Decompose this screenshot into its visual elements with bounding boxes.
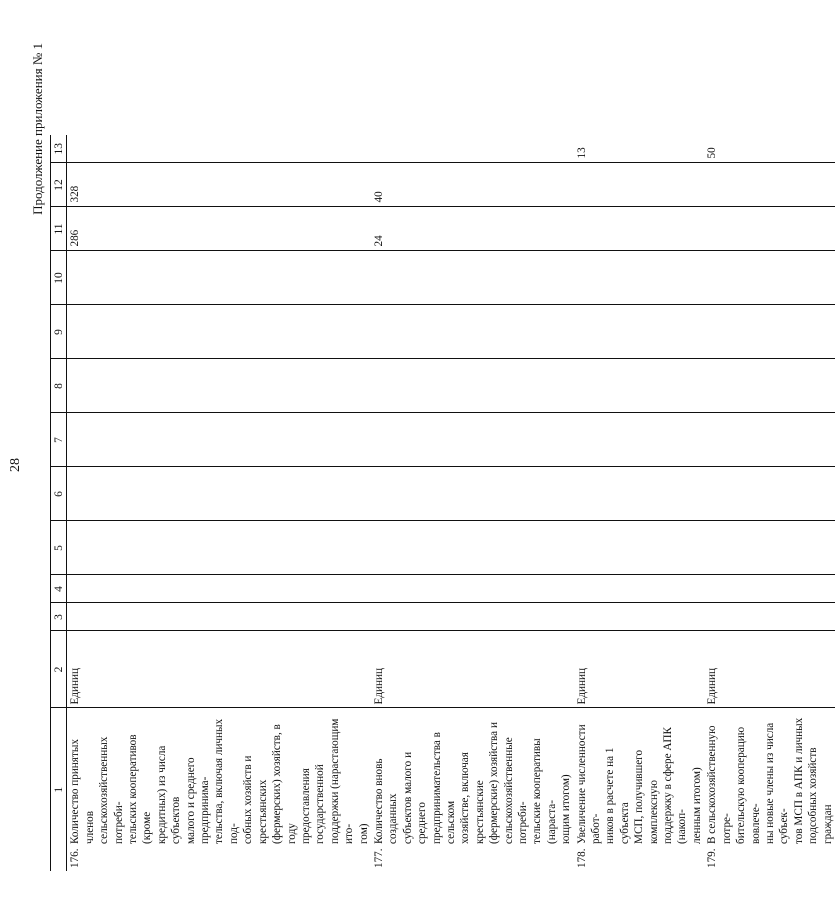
column-header: 6 [51, 467, 67, 521]
indicator-cell [371, 708, 574, 871]
value-cell [704, 207, 835, 251]
column-header: 11 [51, 207, 67, 251]
row-number: 177. [372, 848, 385, 868]
value-cell: 286 [67, 207, 371, 251]
column-header: 2 [51, 631, 67, 708]
value-cell [574, 163, 705, 207]
value-cell [574, 207, 705, 251]
indicator-name: Увеличение численности работ- ников в расчете на 1 субъекта МСП, получившего комплексную поддержку в сфере АПК (накоп- ленным итогом) [575, 724, 703, 844]
row-number: 179. [706, 848, 719, 868]
value-cell: 328 [67, 163, 371, 207]
indicator-cell [574, 708, 705, 871]
column-header: 5 [51, 521, 67, 575]
unit-cell: Единиц [704, 631, 835, 708]
column-header: 13 [51, 135, 67, 163]
column-header: 7 [51, 413, 67, 467]
indicator-name: Количество принятых членов сельскохозяйственных потреби- тельских кооперативов (кроме кредитных) из числа субъектов малого и среднего предпринима- тельства, включая личных под- собных хозяйств и крестьянских (фермерских) хозяйств, в году предоставления государственной поддержки (нарастающим ито- гом) [69, 718, 370, 844]
value-cell [704, 163, 835, 207]
unit-cell: Единиц [371, 631, 574, 708]
rotated-page [0, 25, 834, 905]
indicator-cell [67, 708, 371, 871]
continuation-label: Продолжение приложения № 1 [30, 43, 45, 215]
column-header: 4 [51, 575, 67, 603]
page-number: 28 [8, 458, 23, 472]
indicator-cell [704, 708, 835, 871]
row-number: 178. [575, 848, 588, 868]
indicator-name: Количество вновь созданных субъектов малого и среднего предпринимательства в сельском хозяйстве, включая крестьянские (фермерские) хозяйства и сельскохозяйственные потреби- тельские кооперативы (нараста- ющим итогом) [372, 722, 573, 844]
indicators-table [50, 135, 835, 871]
value-cell [67, 135, 371, 163]
value-cell: 50 [704, 135, 835, 163]
column-header: 8 [51, 359, 67, 413]
column-header: 10 [51, 251, 67, 305]
table-row [371, 135, 574, 871]
column-header: 12 [51, 163, 67, 207]
column-header: 3 [51, 603, 67, 631]
indicator-name: В сельскохозяйственную потре- бительскую кооперацию вовлече- ны новые члены из числа субъек- тов МСП в АПК и личных подсобных хозяйств граждан [706, 717, 834, 844]
table-row [704, 135, 835, 871]
unit-cell: Единиц [574, 631, 705, 708]
row-number: 176. [69, 848, 82, 868]
table-row [67, 135, 371, 871]
value-cell: 13 [574, 135, 705, 163]
table-row [574, 135, 705, 871]
value-cell [371, 135, 574, 163]
unit-cell: Единиц [67, 631, 371, 708]
table-header-row [51, 135, 67, 871]
column-header: 9 [51, 305, 67, 359]
column-header: 1 [51, 708, 67, 871]
value-cell: 24 [371, 207, 574, 251]
value-cell: 40 [371, 163, 574, 207]
